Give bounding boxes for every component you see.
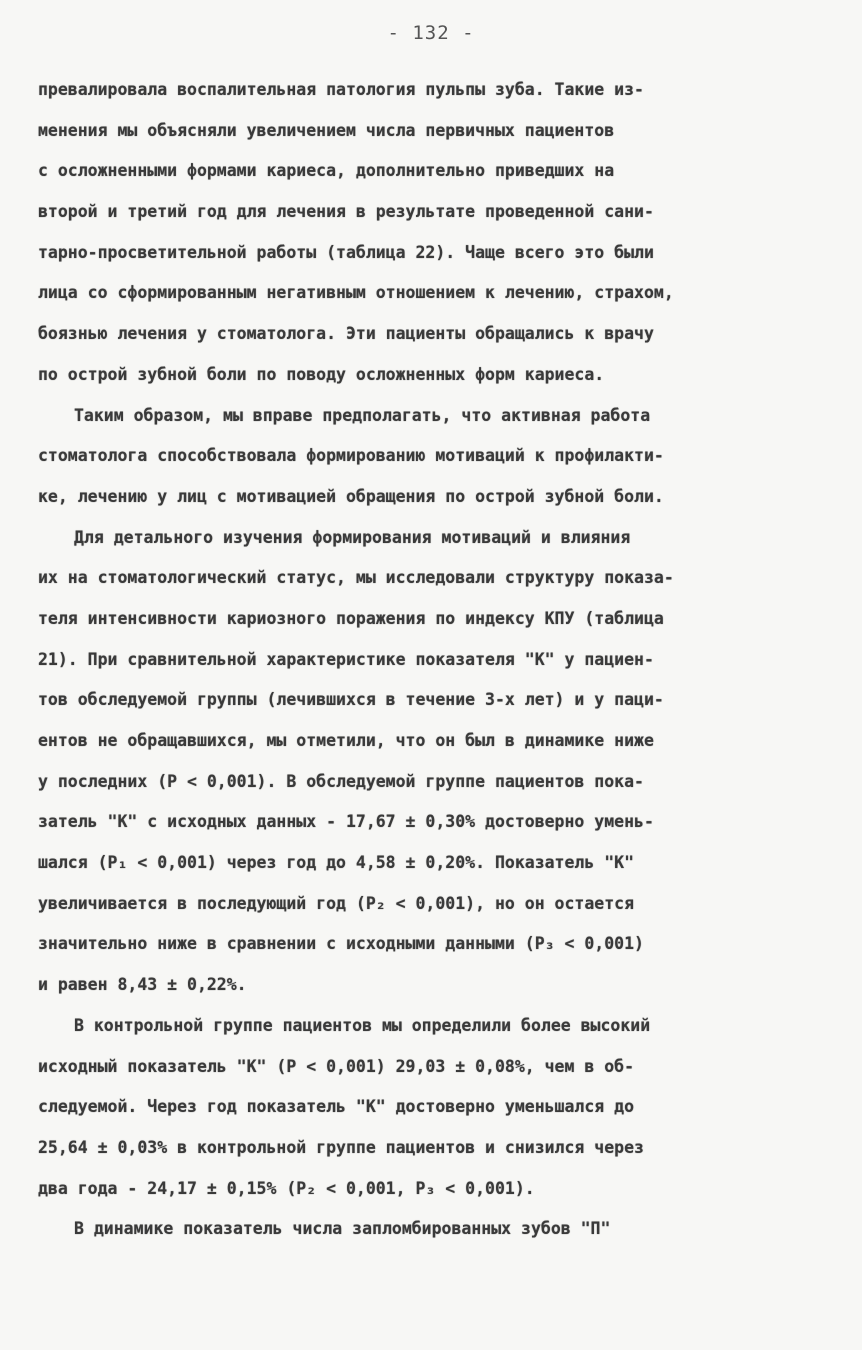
text-line: следуемой. Через год показатель "К" достоверно уменьшался до [38, 1097, 635, 1117]
text-line: превалировала воспалительная патология пульпы зуба. Такие из- [38, 80, 644, 99]
paragraph [38, 396, 818, 518]
text-line: боязнью лечения у стоматолога. Эти пациенты обращались к врачу [38, 324, 654, 344]
text-line: увеличивается в последующий год (P₂ < 0,001), но он остается [38, 893, 635, 913]
page-number: - 132 - [387, 22, 475, 44]
text-line: стоматолога способствовала формированию мотиваций к профилакти- [38, 446, 664, 466]
text-line: В динамике показатель числа запломбированных зубов "П" [74, 1219, 611, 1239]
text-line: менения мы объясняли увеличением числа первичных пациентов [38, 120, 615, 140]
paragraph [38, 1209, 818, 1250]
text-line: теля интенсивности кариозного поражения по индексу КПУ (таблица [38, 608, 664, 628]
text-line: два года - 24,17 ± 0,15% (P₂ < 0,001, P₃ < 0,001). [38, 1178, 535, 1198]
paragraph [38, 70, 818, 396]
paragraph [38, 1006, 818, 1209]
text-line: ке, лечению у лиц с мотивацией обращения по острой зубной боли. [38, 486, 664, 506]
text-line: значительно ниже в сравнении с исходными данными (P₃ < 0,001) [38, 934, 644, 954]
text-line: тов обследуемой группы (лечившихся в течение 3-х лет) и у паци- [38, 690, 664, 710]
text-line: и равен 8,43 ± 0,22%. [38, 975, 247, 995]
text-line: второй и третий год для лечения в результате проведенной сани- [38, 202, 654, 222]
text-line: их на стоматологический статус, мы исследовали структуру показа- [38, 568, 674, 588]
text-line: ентов не обращавшихся, мы отметили, что он был в динамике ниже [38, 731, 654, 750]
text-line: 21). При сравнительной характеристике показателя "К" у пациен- [38, 649, 654, 669]
text-line: шался (P₁ < 0,001) через год до 4,58 ± 0,20%. Показатель "К" [38, 853, 635, 873]
text-line: затель "К" с исходных данных - 17,67 ± 0,30% достоверно умень- [38, 812, 654, 832]
paragraph [38, 518, 818, 1006]
text-line: с осложненными формами кариеса, дополнительно приведших на [38, 161, 615, 181]
text-line: тарно-просветительной работы (таблица 22). Чаще всего это были [38, 242, 654, 262]
text-line: лица со сформированным негативным отношением к лечению, страхом, [38, 283, 674, 303]
text-line: по острой зубной боли по поводу осложненных форм кариеса. [38, 364, 605, 384]
text-line: В контрольной группе пациентов мы определили более высокий [74, 1015, 651, 1035]
text-line: Таким образом, мы вправе предполагать, что активная работа [74, 405, 651, 425]
text-line: Для детального изучения формирования мотиваций и влияния [74, 527, 631, 547]
text-line: исходный показатель "К" (P < 0,001) 29,03 ± 0,08%, чем в об- [38, 1056, 635, 1076]
text-line: 25,64 ± 0,03% в контрольной группе пациентов и снизился через [38, 1137, 644, 1157]
body-text [38, 70, 818, 1250]
text-line: у последних (P < 0,001). В обследуемой группе пациентов пока- [38, 771, 644, 791]
